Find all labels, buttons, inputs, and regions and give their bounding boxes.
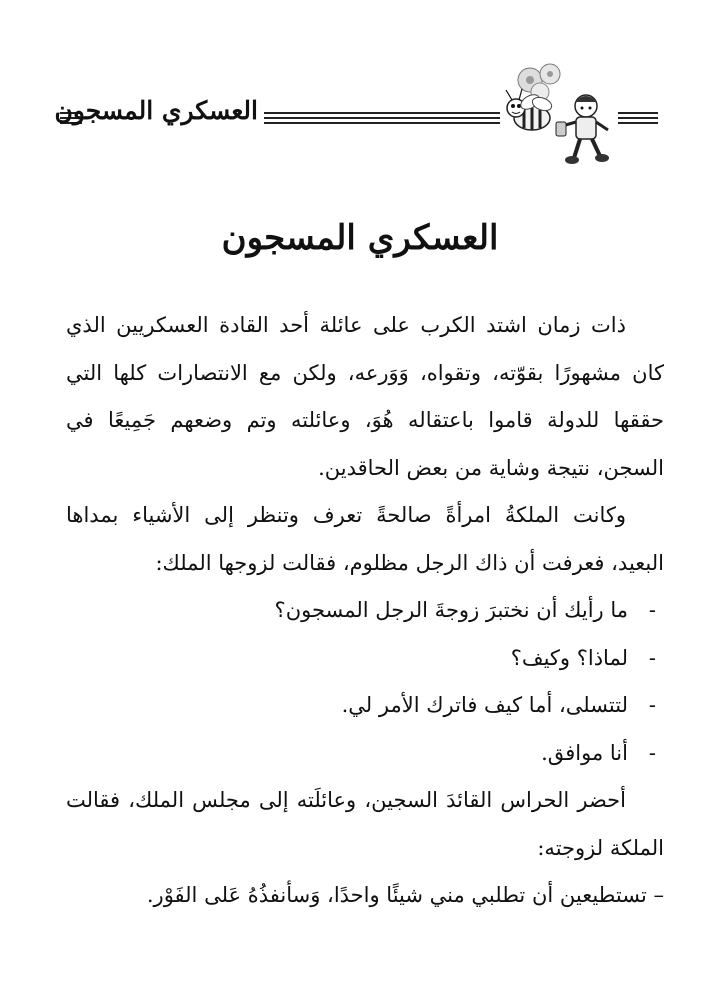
dialogue-text: أنا موافق.: [541, 740, 628, 765]
paragraph: ذات زمان اشتد الكرب على عائلة أحد القادة العسكريين الذي كان مشهورًا بقوّته، وتقواه، وَوَرعه، ولكن مع الانتصارات كلها التي حققها للدولة قاموا باعتقاله هُوَ، وعائلته وتم وضعهم جَمِيعًا في السجن، نتيجة وشاية من بعض الحاقدين.: [66, 313, 664, 480]
story-body: [66, 302, 664, 920]
header-title: العسكري المسجون: [54, 96, 258, 125]
header-rule-middle: [264, 112, 500, 124]
story-title: العسكري المسجون: [221, 218, 499, 258]
dialogue-line: [66, 730, 664, 778]
dialogue-line: [66, 635, 664, 683]
dialogue-dash: -: [648, 740, 656, 765]
page-header: [0, 60, 720, 170]
paragraph: أحضر الحراس القائدَ السجين، وعائلَته إلى مجلس الملك، فقالت الملكة لزوجته:: [66, 788, 664, 860]
header-rule-right: [618, 112, 658, 124]
dialogue-line: [66, 587, 664, 635]
dialogue-line: – تستطيعين أن تطلبي مني شيئًا واحدًا، وَسأنفذُهُ عَلى الفَوْر.: [146, 883, 664, 907]
dialogue-line: [66, 682, 664, 730]
dialogue-dash: -: [648, 693, 656, 717]
dialogue-text: لتتسلى، أما كيف فاترك الأمر لي.: [341, 693, 628, 717]
bee-and-boy-illustration-icon: [500, 60, 618, 170]
dialogue-text: ما رأيك أن نختبرَ زوجةَ الرجل المسجون؟: [274, 598, 628, 622]
dialogue-dash: -: [648, 598, 656, 622]
dialogue-text: لماذا؟ وكيف؟: [510, 645, 628, 670]
dialogue-dash: -: [648, 645, 656, 670]
paragraph: وكانت الملكةُ امرأةً صالحةً تعرف وتنظر إلى الأشياء بمداها البعيد، فعرفت أن ذاك الرجل مظلوم، فقالت لزوجها الملك:: [66, 503, 664, 575]
